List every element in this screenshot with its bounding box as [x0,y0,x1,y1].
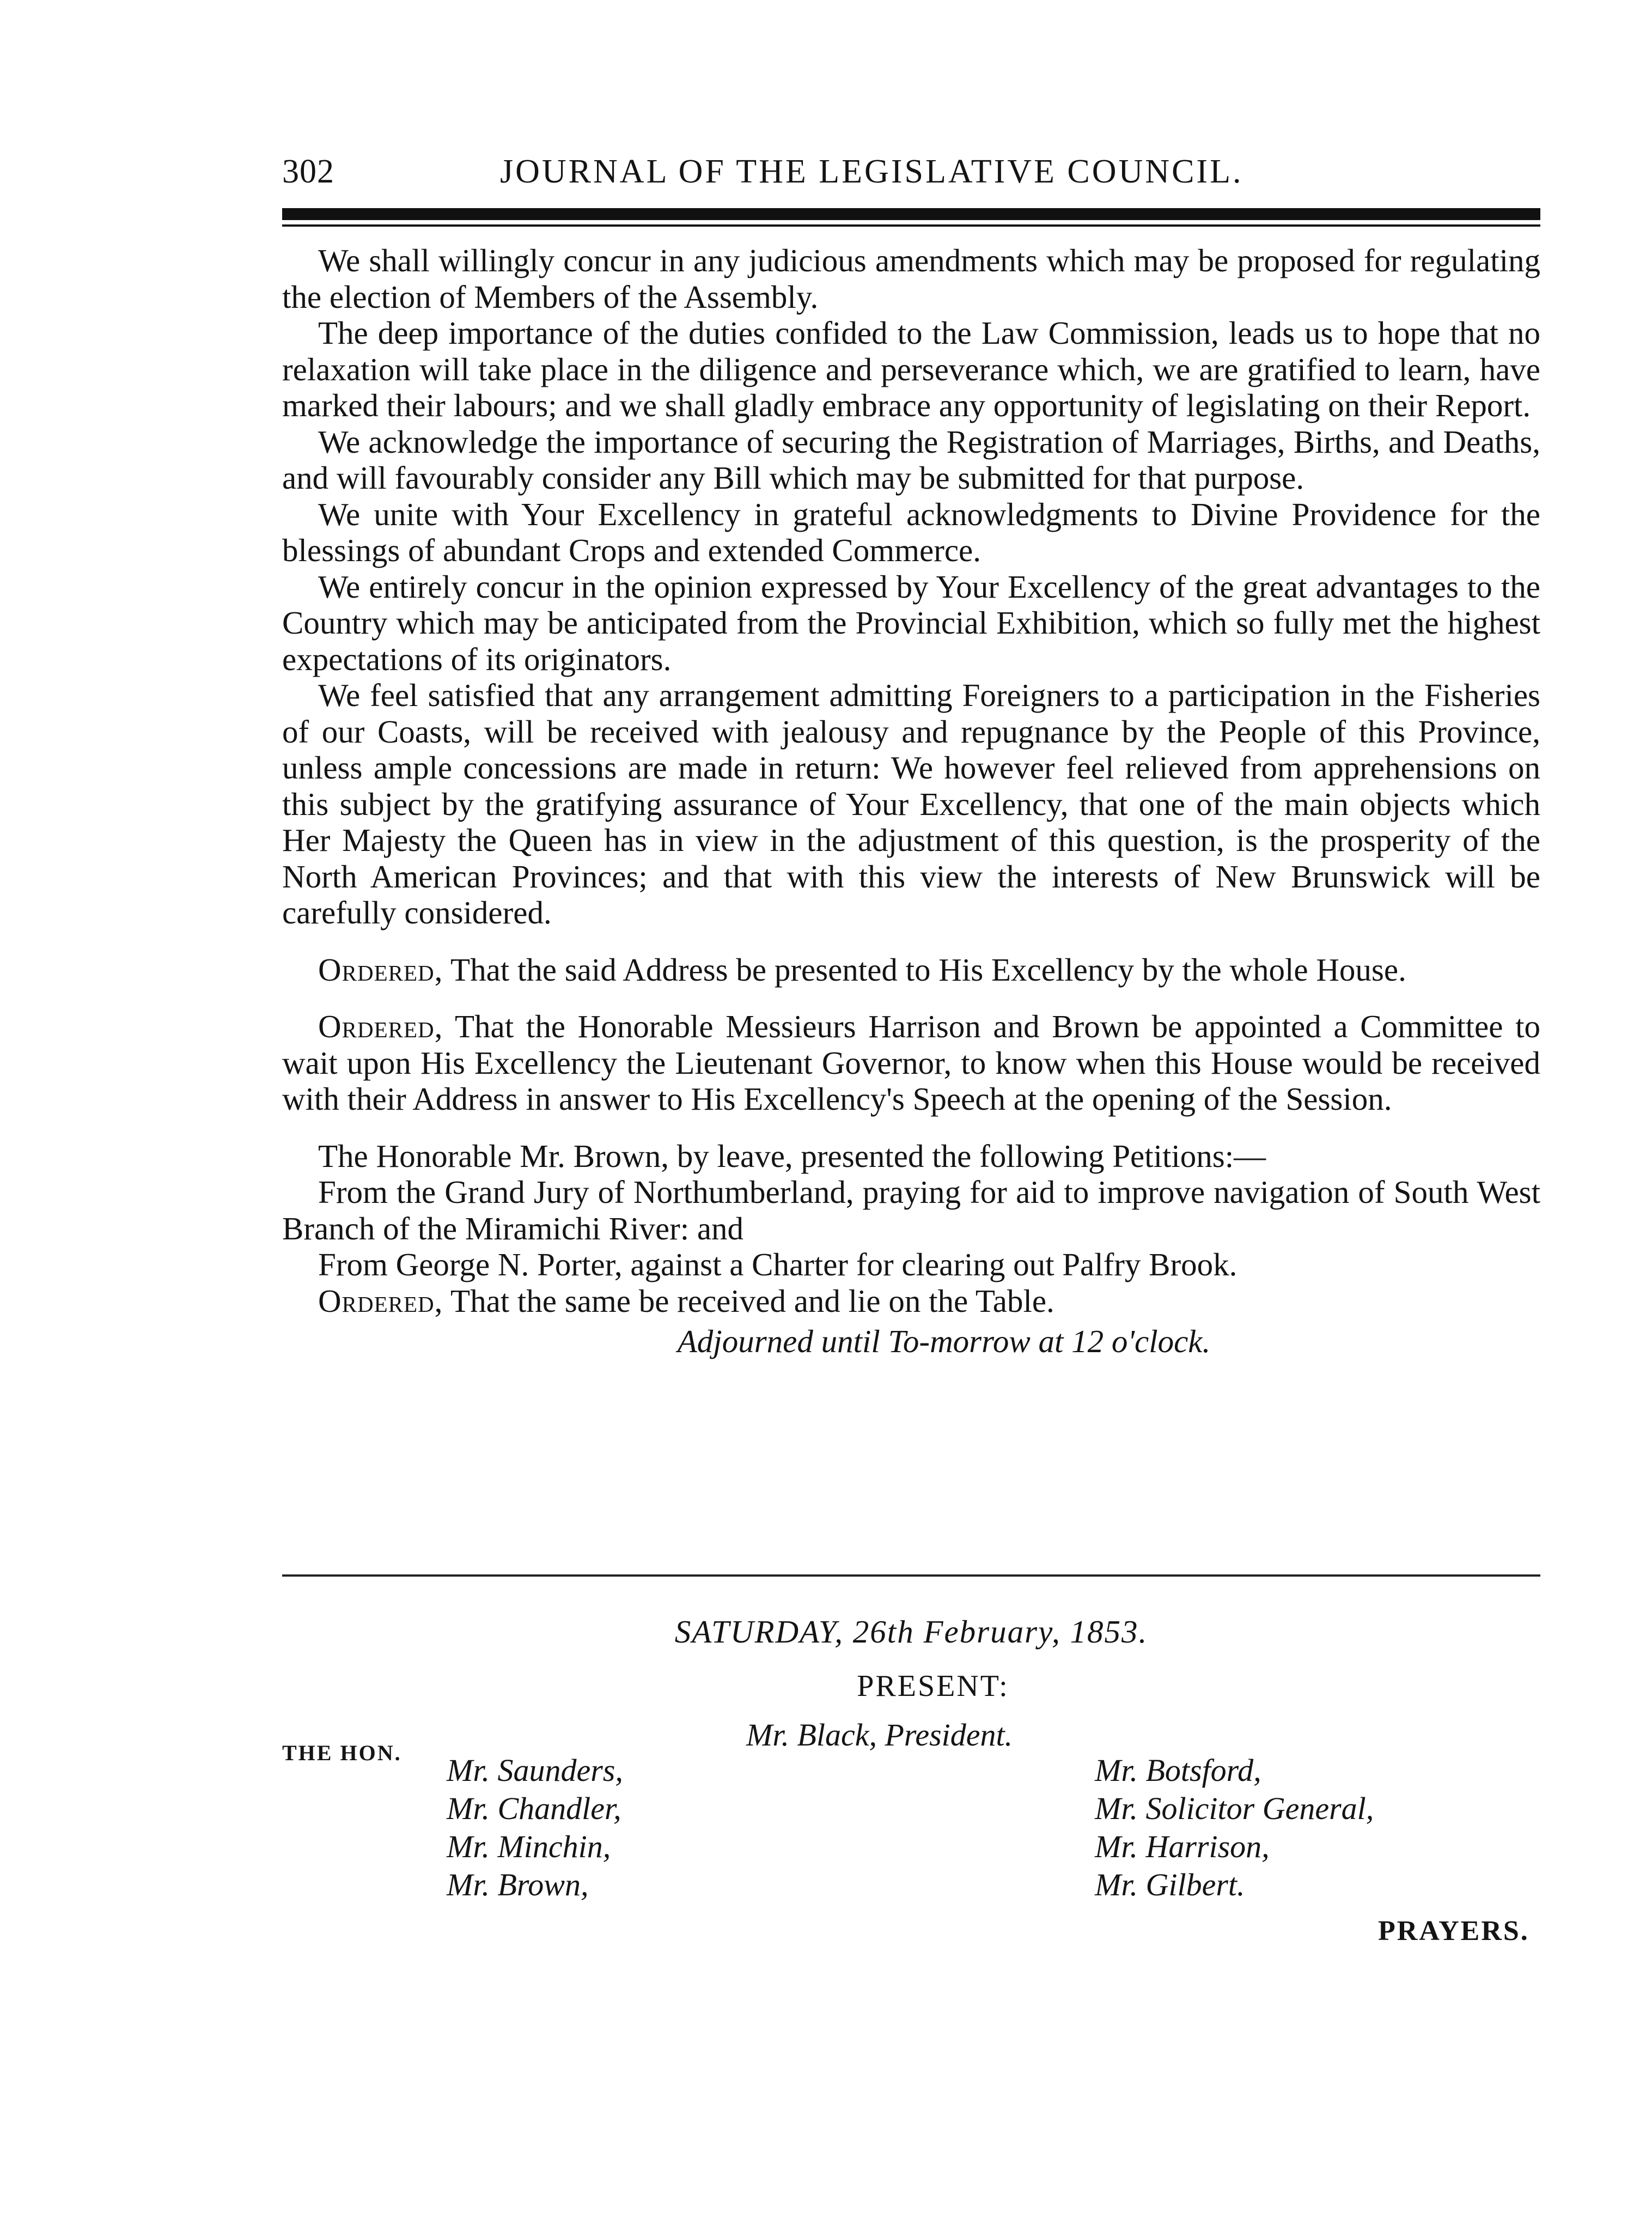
member-name: Mr. Brown, [447,1867,589,1902]
ordered-lead: Ordered, [318,951,443,988]
petition-item: From the Grand Jury of Northumberland, praying for aid to improve navigation of South West Branch of the Miramichi River: and [282,1174,1540,1246]
order-text: That the said Address be presented to His Excellency by the whole House. [443,951,1406,988]
order-paragraph [282,1008,1540,1117]
page-number: 302 [282,153,334,190]
member-name: Mr. Botsford, [1095,1753,1261,1788]
prayers-label: PRAYERS. [1378,1915,1529,1947]
order-paragraph [282,1283,1540,1319]
address-paragraph: We feel satisfied that any arrangement admitting Foreigners to a participation in the Fisheries of our Coasts, will be received with jealousy and repugnance by the People of this Province, unless ample concessions are made in return: We however feel relieved from apprehensions on this subject by the gratifying assurance of Your Excellency, that one of the main objects which Her Majesty the Queen has in view in the adjustment of this question, is the prosperity of the North American Provinces; and that with this view the interests of New Brunswick will be carefully considered. [282,677,1540,930]
petitions-intro: The Honorable Mr. Brown, by leave, presented the following Petitions:— [318,1138,1266,1174]
order-paragraph [282,952,1540,988]
ordered-lead: Ordered, [318,1008,443,1044]
the-hon-label: THE HON. [282,1741,402,1765]
member-name: Mr. Minchin, [447,1829,611,1864]
petition-item: From George N. Porter, against a Charter for clearing out Palfry Brook. [318,1246,1238,1282]
section-rule [282,1574,1540,1577]
page-header [282,147,1540,196]
members-right-column [1095,1751,1374,1904]
address-paragraph: We acknowledge the importance of securing the Registration of Marriages, Births, and Deaths, and will favourably consider any Bill which may be submitted for that purpose. [282,423,1540,496]
member-name: Mr. Chandler, [447,1791,621,1826]
address-paragraph: We unite with Your Excellency in grateful acknowledgments to Divine Providence for the blessings of abundant Crops and extended Commerce. [282,496,1540,568]
president-line: Mr. Black, President. [746,1717,1013,1753]
ordered-lead: Ordered, [318,1282,443,1319]
members-left-column [447,1751,623,1904]
order-text: That the same be received and lie on the Table. [443,1282,1054,1319]
address-paragraph: The deep importance of the duties confided to the Law Commission, leads us to hope that no relaxation will take place in the diligence and perseverance which, we are gratified to learn, have marked their labours; and we shall gladly embrace any opportunity of legislating on their Report. [282,315,1540,423]
adjourned-line: Adjourned until To-morrow at 12 o'clock. [677,1323,1211,1359]
address-paragraph: We shall willingly concur in any judicious amendments which may be proposed for regulating the election of Members of the Assembly. [282,242,1540,315]
running-title: JOURNAL OF THE LEGISLATIVE COUNCIL. [500,153,1243,190]
member-name: Mr. Harrison, [1095,1829,1270,1864]
header-rule-thin [282,224,1540,227]
order-text: That the Honorable Messieurs Harrison and Brown be appointed a Committee to wait upon His Excellency the Lieutenant Governor, to know when this House would be received with their Address in answer to His Excellency's Speech at the opening of the Session. [282,1008,1540,1117]
header-rule [282,208,1540,220]
body-text [282,242,1540,1360]
sitting-date: SATURDAY, 26th February, 1853. [674,1614,1148,1650]
member-name: Mr. Gilbert. [1095,1867,1245,1902]
address-paragraph: We entirely concur in the opinion expressed by Your Excellency of the great advantages to the Country which may be anticipated from the Provincial Exhibition, which so fully met the highest expectations of its originators. [282,568,1540,677]
member-name: Mr. Solicitor General, [1095,1791,1374,1826]
member-name: Mr. Saunders, [447,1753,623,1788]
present-heading: PRESENT: [857,1669,1009,1703]
